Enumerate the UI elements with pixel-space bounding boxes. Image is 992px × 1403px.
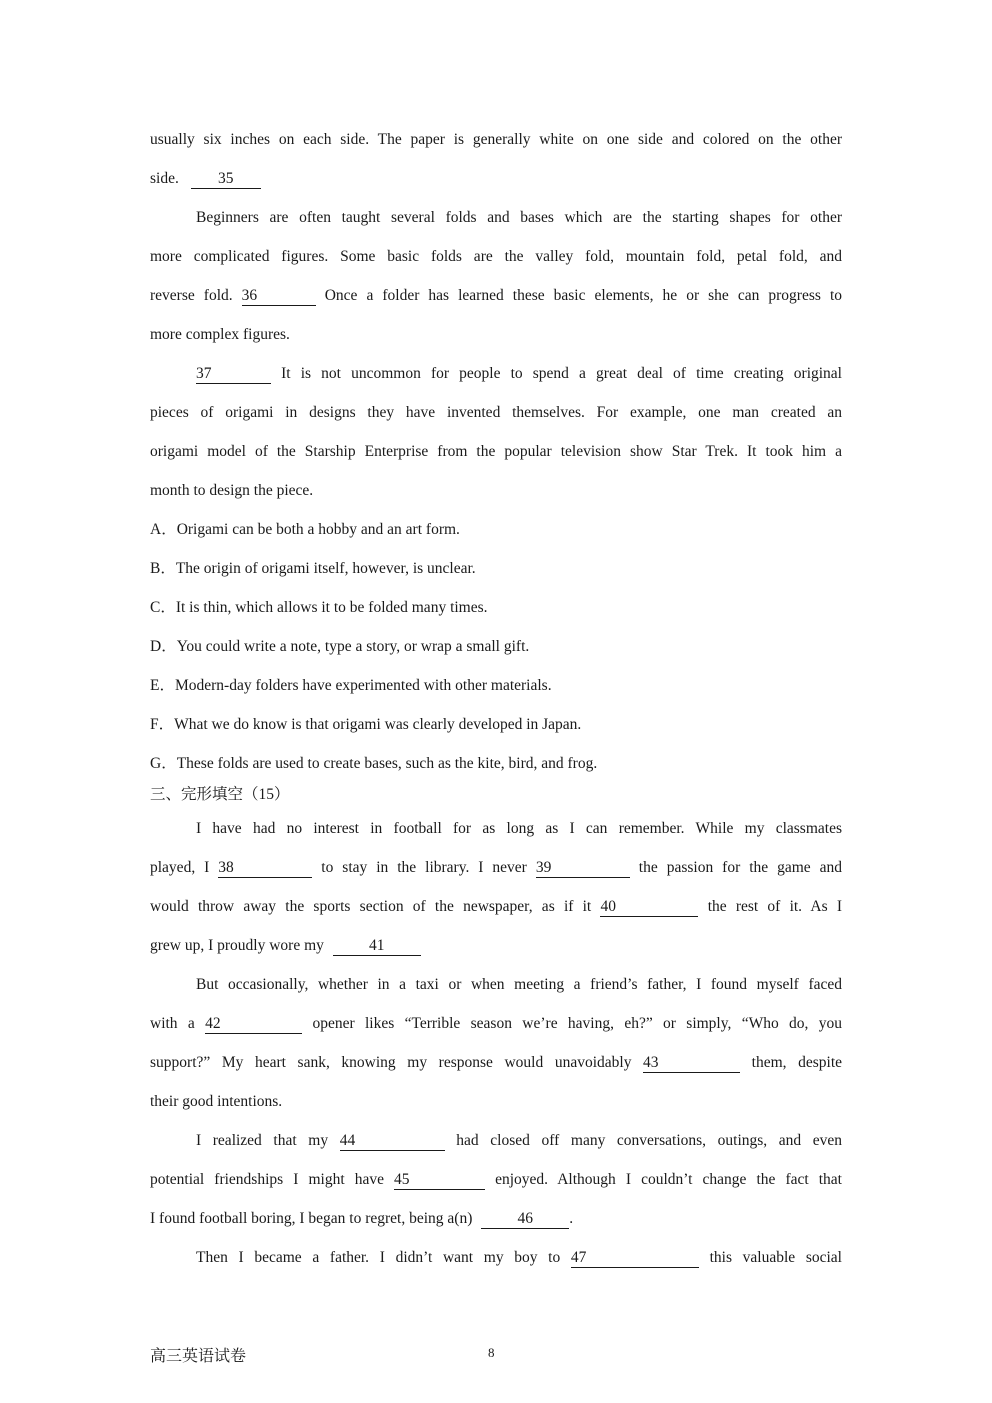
option-b: B．The origin of origami itself, however, is unclear. (150, 560, 476, 577)
option-f: F．What we do know is that origami was clearly developed in Japan. (150, 716, 582, 733)
option-e: E．Modern-day folders have experimented with other materials. (150, 677, 552, 694)
cloze-line (150, 1160, 842, 1199)
blank-45[interactable]: 45 (394, 1171, 485, 1190)
blank-44[interactable]: 44 (340, 1132, 445, 1151)
cloze-line (196, 1238, 842, 1277)
passage-line: pieces of origami in designs they have invented themselves. For example, one man created an (150, 404, 842, 421)
passage-line (196, 354, 842, 393)
cloze-line (196, 1121, 842, 1160)
cloze-line (150, 1043, 842, 1082)
blank-35[interactable]: 35 (191, 170, 261, 189)
blank-41[interactable]: 41 (333, 937, 421, 956)
section-title: 三、完形填空（15） (150, 786, 290, 803)
cloze-line: But occasionally, whether in a taxi or when meeting a friend’s father, I found myself faced (196, 976, 842, 993)
passage-line: more complex figures. (150, 326, 290, 343)
passage-text: side. (150, 170, 179, 187)
passage-line: Beginners are often taught several folds and bases which are the starting shapes for other (196, 209, 842, 226)
cloze-text: the passion for the game and (638, 859, 843, 876)
cloze-text: support?” My heart sank, knowing my response would unavoidably (150, 1054, 632, 1071)
cloze-line (150, 926, 842, 965)
cloze-text: I found football boring, I began to regret, being a(n) (150, 1210, 473, 1227)
option-a: A．Origami can be both a hobby and an art form. (150, 521, 460, 538)
cloze-text: enjoyed. Although I couldn’t change the fact that (495, 1171, 842, 1188)
blank-42[interactable]: 42 (205, 1015, 302, 1034)
footer-title: 高三英语试卷 (150, 1348, 247, 1365)
option-d: D．You could write a note, type a story, or wrap a small gift. (150, 638, 530, 655)
cloze-line (150, 1199, 842, 1238)
page-number: 8 (488, 1345, 495, 1360)
cloze-text: grew up, I proudly wore my (150, 937, 324, 954)
cloze-line: I have had no interest in football for as long as I can remember. While my classmates (196, 820, 842, 837)
cloze-line: their good intentions. (150, 1093, 283, 1110)
passage-line: month to design the piece. (150, 482, 314, 499)
cloze-text: would throw away the sports section of the newspaper, as if it (150, 898, 592, 915)
blank-37[interactable]: 37 (196, 365, 271, 384)
passage-line (150, 276, 842, 315)
blank-38[interactable]: 38 (218, 859, 312, 878)
passage-text: reverse fold. (150, 287, 233, 304)
passage-text: It is not uncommon for people to spend a great deal of time creating original (281, 365, 842, 382)
cloze-line (150, 1004, 842, 1043)
option-g: G．These folds are used to create bases, such as the kite, bird, and frog. (150, 755, 598, 772)
passage-line: usually six inches on each side. The paper is generally white on one side and colored on the other (150, 131, 842, 148)
cloze-text: them, despite (751, 1054, 843, 1071)
cloze-text: I realized that my (196, 1132, 329, 1149)
cloze-text: the rest of it. As I (707, 898, 843, 915)
blank-46[interactable]: 46 (481, 1210, 569, 1229)
blank-40[interactable]: 40 (600, 898, 698, 917)
cloze-text: opener likes “Terrible season we’re having, eh?” or simply, “Who do, you (312, 1015, 843, 1032)
passage-text: Once a folder has learned these basic elements, he or she can progress to (324, 287, 843, 304)
passage-line (150, 159, 842, 198)
passage-line: origami model of the Starship Enterprise from the popular television show Star Trek. It took him a (150, 443, 842, 460)
blank-36[interactable]: 36 (242, 287, 316, 306)
cloze-text: Then I became a father. I didn’t want my boy to (196, 1249, 561, 1266)
cloze-text: played, I (150, 859, 210, 876)
cloze-line (150, 848, 842, 887)
blank-47[interactable]: 47 (571, 1249, 699, 1268)
cloze-text: this valuable social (709, 1249, 842, 1266)
cloze-text: to stay in the library. I never (321, 859, 527, 876)
cloze-text: . (569, 1210, 574, 1227)
cloze-text: with a (150, 1015, 195, 1032)
passage-line: more complicated figures. Some basic folds are the valley fold, mountain fold, petal fold, and (150, 248, 842, 265)
blank-43[interactable]: 43 (643, 1054, 740, 1073)
blank-39[interactable]: 39 (536, 859, 630, 878)
cloze-text: potential friendships I might have (150, 1171, 384, 1188)
cloze-text: had closed off many conversations, outings, and even (456, 1132, 843, 1149)
cloze-line (150, 887, 842, 926)
option-c: C．It is thin, which allows it to be folded many times. (150, 599, 488, 616)
